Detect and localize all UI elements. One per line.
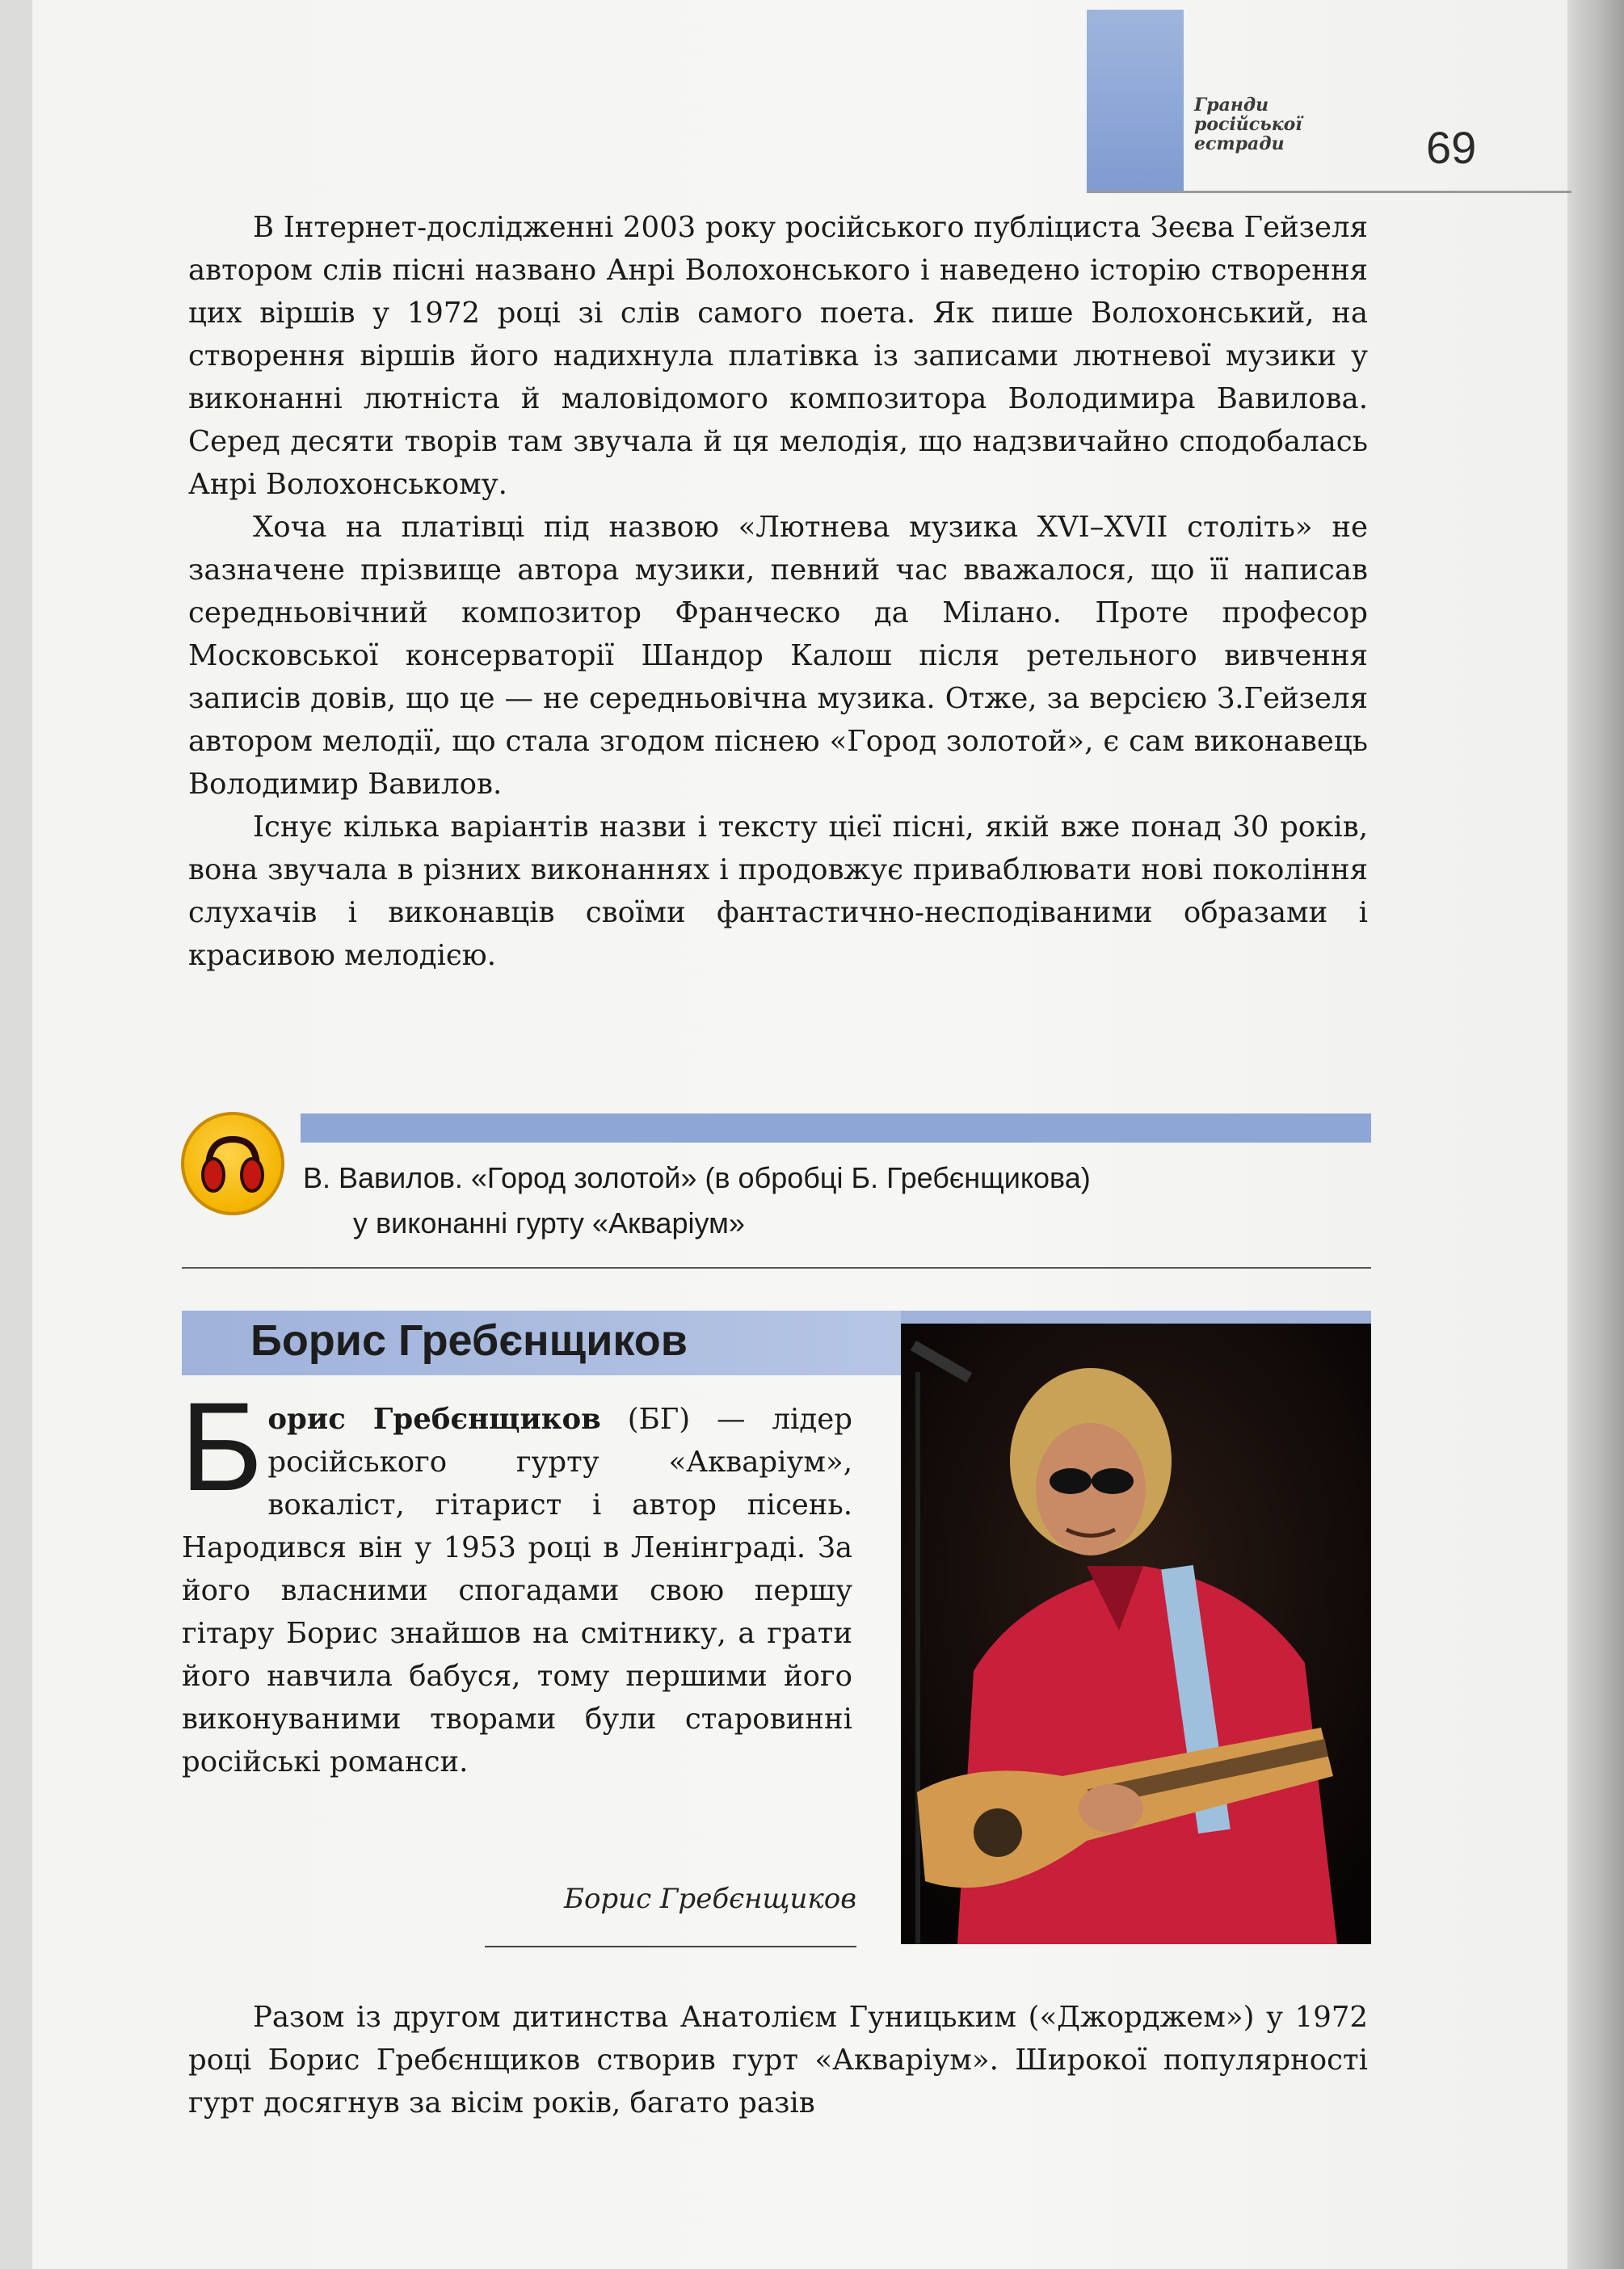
listen-section-bar (301, 1113, 1371, 1143)
paragraph: Хоча на платівці під назвою «Лютнева музика XVI–XVII століть» не зазначене прізвище автора музики, певний час вважалося, що її написав середньовічний композитор Франческо да Мілано. Проте професор Московської консерваторії Шандор Калош після ретельного вивчення записів довів, що це — не середньовічна музика. Отже, за версією З.Гейзеля автором мелодії, що стала згодом піснею «Город золотой», є сам виконавець Володимир Вавилов. (188, 511, 1368, 801)
bio-title: Борис Гребєнщиков (250, 1316, 688, 1365)
listen-line-1: В. Вавилов. «Город золотой» (в обробці Б. Гребєнщикова) (303, 1161, 1091, 1194)
bio-text (180, 1377, 852, 1783)
paragraph: Існує кілька варіантів назви і тексту цієї пісні, якій вже понад 30 років, вона звучала в різних виконаннях і продовжує приваблювати нові покоління слухачів і виконавців своїми фантастично-несподіваними образами і красивою мелодією. (188, 810, 1368, 972)
bio-lead: орис Гребєнщиков (267, 1403, 601, 1436)
page-left-edge (0, 0, 32, 2269)
headphones-icon (181, 1112, 284, 1215)
closing-text (188, 1996, 1368, 2124)
page-number: 69 (1426, 122, 1477, 173)
musician-photo (901, 1324, 1371, 1944)
bio-body: (БГ) — лідер російського гурту «Акваріум», вокаліст, гітарист і автор пісень. Народився він у 1953 році в Ленінграді. За його власними спогадами свою першу гітару Борис знайшов на смітнику, а грати його навчила бабуся, тому першими його виконуваними творами були старовинні російські романси. (182, 1403, 852, 1779)
main-text (188, 206, 1368, 977)
running-head: Гранди російської естради (1194, 95, 1302, 154)
section-divider (182, 1267, 1371, 1269)
photo-caption: Борис Гребєнщиков (563, 1883, 856, 1915)
header-accent-bar (1087, 10, 1184, 192)
caption-rule (485, 1946, 856, 1947)
book-spine-edge (1567, 0, 1624, 2269)
drop-cap: Б (180, 1377, 263, 1518)
listen-line-2: у виконанні гурту «Акваріум» (353, 1206, 745, 1240)
paragraph: В Інтернет-дослідженні 2003 року російського публіциста Зеєва Гейзеля автором слів пісні названо Анрі Волохонського і наведено історію створення цих віршів у 1972 році зі слів самого поета. Як пише Волохонський, на створення віршів його надихнула платівка із записами лютневої музики у виконанні лютніста й маловідомого композитора Володимира Вавилова. Серед десяти творів там звучала й ця мелодія, що надзвичайно сподобалась Анрі Волохонському. (188, 211, 1368, 501)
photo-top-bar (901, 1311, 1371, 1324)
header-rule (1087, 191, 1571, 193)
paragraph: Разом із другом дитинства Анатолієм Гуницьким («Джорджем») у 1972 році Борис Гребєнщиков створив гурт «Акваріум». Широкої популярності гурт досягнув за вісім років, багато разів (188, 2001, 1368, 2120)
listen-caption (303, 1156, 1378, 1246)
